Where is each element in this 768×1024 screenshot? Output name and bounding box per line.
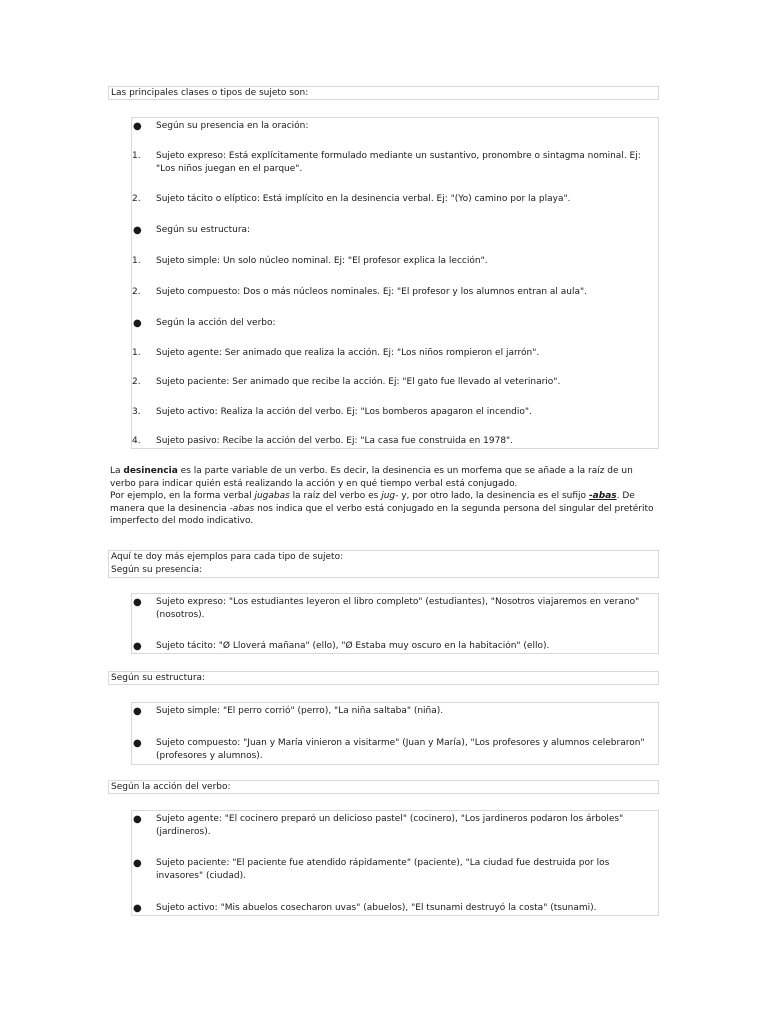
bullet-icon: ● (133, 706, 142, 717)
accion-heading-box (108, 780, 659, 794)
item-text: Sujeto agente: "El cocinero preparó un delicioso pastel" (cocinero), "Los jardineros podaron los árboles" (jardineros). (156, 814, 624, 837)
item-number: 1. (132, 151, 141, 161)
item-text: Sujeto paciente: Ser animado que recibe la acción. Ej: "El gato fue llevado al veterinario". (156, 377, 561, 387)
item-text: Sujeto tácito o elíptico: Está implícito en la desinencia verbal. Ej: "(Yo) camino por la playa". (156, 194, 571, 204)
item-text: Sujeto expreso: Está explícitamente formulado mediante un sustantivo, pronombre o sintagma nominal. Ej: "Los niños juegan en el parque". (156, 151, 641, 174)
item-text: Sujeto agente: Ser animado que realiza la acción. Ej: "Los niños rompieron el jarrón". (156, 348, 540, 358)
examples-estructura-heading: Según su estructura: (111, 673, 206, 683)
bullet-icon: ● (133, 858, 142, 869)
item-number: 2. (132, 287, 141, 297)
examples-intro-box (108, 550, 659, 578)
desinencia-term: desinencia (123, 466, 178, 476)
examples-intro: Aquí te doy más ejemplos para cada tipo de sujeto: (111, 552, 344, 562)
desinencia-paragraph-1: La desinencia es la parte variable de un verbo. Es decir, la desinencia es un morfema que se añade a la raíz de un verbo para indicar quién está realizando la acción y en qué tiempo verbal está conjugado. (110, 466, 633, 489)
item-text: Sujeto compuesto: "Juan y María vinieron a visitarme" (Juan y María), "Los profesores y alumnos celebraron" (profesores y alumnos). (156, 738, 645, 761)
verb-suffix-repeat: -abas (229, 503, 255, 514)
bullet-icon: ● (133, 738, 142, 749)
bullet-icon: ● (133, 903, 142, 914)
item-number: 4. (132, 436, 141, 446)
item-number: 2. (132, 194, 141, 204)
bullet-icon: ● (133, 225, 142, 236)
item-number: 2. (132, 377, 141, 387)
item-text: Sujeto pasivo: Recibe la acción del verbo. Ej: "La casa fue construida en 1978". (156, 436, 514, 446)
item-text: Sujeto simple: Un solo núcleo nominal. Ej: "El profesor explica la lección". (156, 256, 488, 266)
bullet-icon: ● (133, 318, 142, 329)
item-text: Sujeto tácito: "Ø Lloverá mañana" (ello), "Ø Estaba muy oscuro en la habitación" (ello). (156, 641, 550, 651)
verb-suffix: -abas (588, 491, 617, 501)
item-text: Sujeto compuesto: Dos o más núcleos nominales. Ej: "El profesor y los alumnos entran al aula". (156, 287, 588, 297)
item-text: Sujeto activo: "Mis abuelos cosecharon uvas" (abuelos), "El tsunami destruyó la costa" (tsunami). (156, 903, 597, 913)
item-text: Sujeto simple: "El perro corrió" (perro), "La niña saltaba" (niña). (156, 706, 444, 716)
item-text: Sujeto expreso: "Los estudiantes leyeron el libro completo" (estudiantes), "Nosotros viajaremos en verano" (nosotros). (156, 597, 640, 620)
bullet-icon: ● (133, 814, 142, 825)
heading-accion: Según la acción del verbo: (156, 318, 276, 328)
estructura-heading-box (108, 671, 659, 685)
heading-presencia: Según su presencia en la oración: (156, 121, 309, 131)
bullet-icon: ● (133, 597, 142, 608)
examples-accion-heading: Según la acción del verbo: (111, 782, 231, 792)
bullet-icon: ● (133, 641, 142, 652)
presencia-examples-list (131, 593, 659, 654)
item-number: 1. (132, 348, 141, 358)
verb-root: jug- (381, 491, 399, 501)
item-text: Sujeto activo: Realiza la acción del verbo. Ej: "Los bomberos apagaron el incendio". (156, 407, 532, 417)
item-text: Sujeto paciente: "El paciente fue atendido rápidamente" (paciente), "La ciudad fue destruida por los invasores" (ciudad). (156, 858, 610, 881)
accion-examples-list (131, 810, 659, 916)
desinencia-paragraph-2: Por ejemplo, en la forma verbal jugabas la raíz del verbo es jug- y, por otro lado, la desinencia es el sufijo -abas. De manera que la desinencia -abas nos indica que el verbo está conjugado en la segunda persona del singular del pretérito imperfecto del modo indicativo. (110, 491, 654, 526)
intro-text: Las principales clases o tipos de sujeto son: (111, 88, 309, 98)
item-number: 3. (132, 407, 141, 417)
heading-estructura: Según su estructura: (156, 225, 251, 235)
item-number: 1. (132, 256, 141, 266)
estructura-examples-list (131, 702, 659, 765)
verb-example: jugabas (254, 491, 290, 501)
bullet-icon: ● (133, 121, 142, 132)
classes-list (131, 117, 659, 449)
intro-box (108, 86, 659, 100)
examples-presencia-heading: Según su presencia: (111, 565, 203, 575)
